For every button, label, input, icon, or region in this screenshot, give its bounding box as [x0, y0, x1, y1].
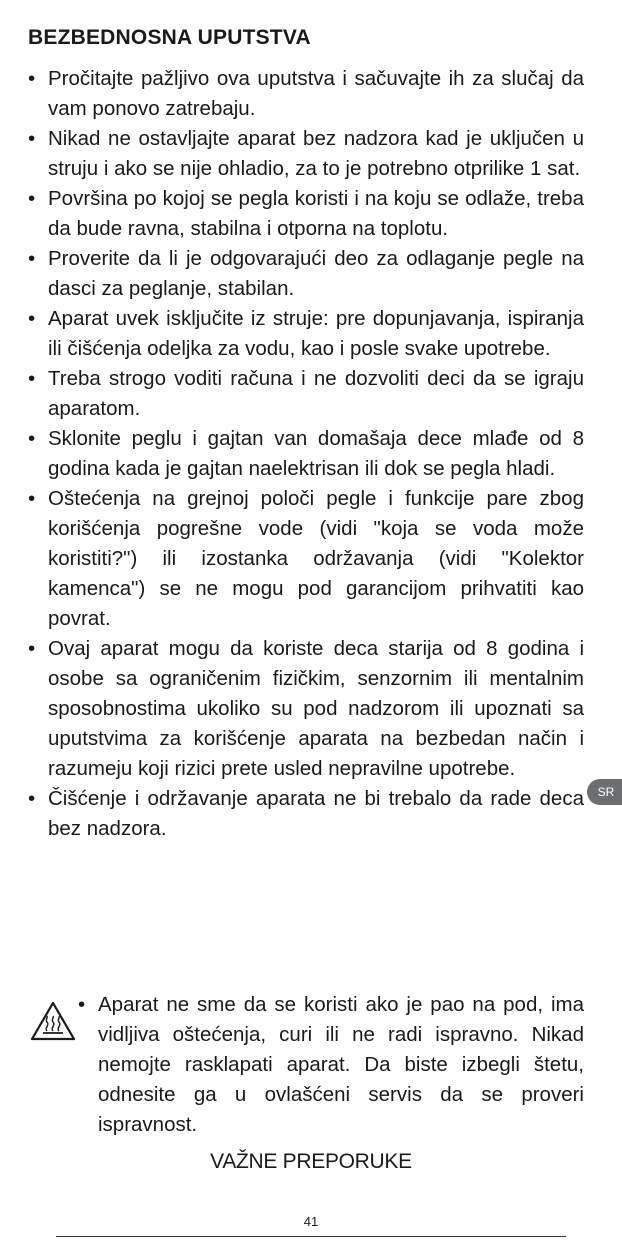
instruction-item: • Proverite da li je odgovarajući deo za odlaganje pegle na dasci za peglanje, stabilan. [28, 244, 584, 304]
instruction-item: • Čišćenje i održavanje aparata ne bi trebalo da rade deca bez nadzora. [28, 784, 584, 844]
footer-divider [56, 1236, 566, 1237]
language-tab: SR [587, 779, 622, 805]
instruction-item: • Treba strogo voditi računa i ne dozvoliti deci da se igraju aparatom. [28, 364, 584, 424]
safety-instructions-list [28, 64, 584, 844]
instruction-item: • Aparat uvek isključite iz struje: pre dopunjavanja, ispiranja ili čišćenja odeljka za vodu, kao i posle svake upotrebe. [28, 304, 584, 364]
instruction-item: • Oštećenja na grejnoj poloči pegle i funkcije pare zbog korišćenja pogrešne vode (vidi "koja se voda može koristiti?") ili izostanka održavanja (vidi "Kolektor kamenca") se ne mogu pod garancijom prihvatiti kao povrat. [28, 484, 584, 634]
instruction-item: • Sklonite peglu i gajtan van domašaja dece mlađe od 8 godina kada je gajtan naelektrisan ili dok se pegla hladi. [28, 424, 584, 484]
hot-surface-warning-icon [30, 1000, 76, 1042]
page-title: BEZBEDNOSNA UPUTSTVA [28, 26, 311, 49]
page-number: 41 [303, 1214, 319, 1229]
instruction-item: • Pročitajte pažljivo ova uputstva i sačuvajte ih za slučaj da vam ponovo zatrebaju. [28, 64, 584, 124]
instruction-item: • Nikad ne ostavljajte aparat bez nadzora kad je uključen u struju i ako se nije ohladio, za to je potrebno otprilike 1 sat. [28, 124, 584, 184]
instruction-item: • Površina po kojoj se pegla koristi i na koju se odlaže, treba da bude ravna, stabilna i otporna na toplotu. [28, 184, 584, 244]
warning-text: • Aparat ne sme da se koristi ako je pao na pod, ima vidljiva oštećenja, curi ili ne radi ispravno. Nikad nemojte rasklapati aparat. Da biste izbegli štetu, odnesite ga u ovlašćeni servis da se proveri ispravnost. [78, 990, 584, 1140]
warning-block [28, 990, 584, 1140]
instruction-item: • Ovaj aparat mogu da koriste deca starija od 8 godina i osobe sa ograničenim fizičkim, senzornim ili mentalnim sposobnostima ukoliko su pod nadzorom ili upoznati sa uputstvima za korišćenje aparata na bezbedan način i razumeju koji rizici prete usled nepravilne upotrebe. [28, 634, 584, 784]
section-heading: VAŽNE PREPORUKE [210, 1150, 412, 1173]
